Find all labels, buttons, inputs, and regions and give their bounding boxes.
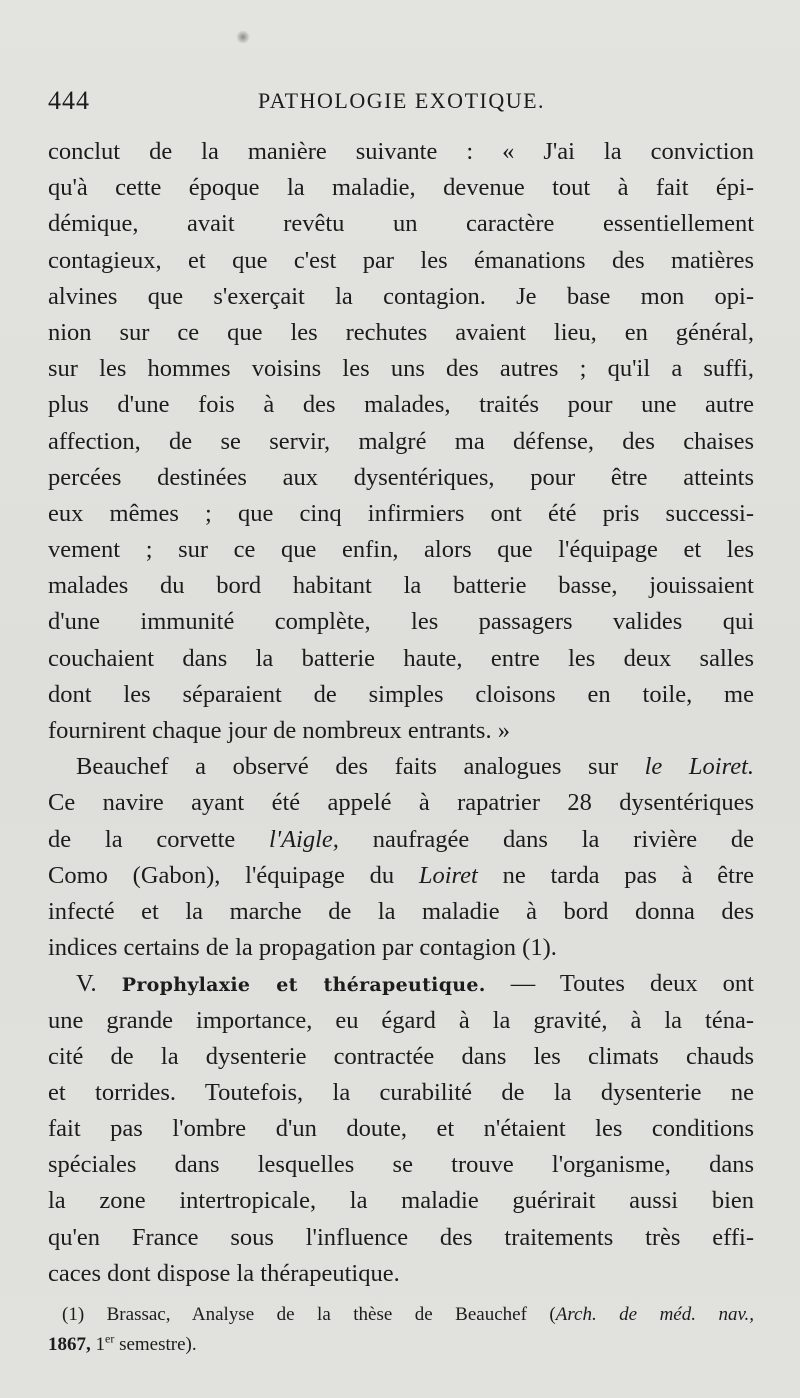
footnote-line bbox=[48, 1300, 754, 1330]
text-line: une grande importance, eu égard à la gravité, à la téna- bbox=[48, 1006, 754, 1034]
footnote-year: 1867, bbox=[48, 1334, 91, 1355]
text-line bbox=[48, 858, 754, 894]
text-line: qu'à cette époque la maladie, devenue tout à fait épi- bbox=[48, 174, 754, 202]
text-line: cité de la dysenterie contractée dans les climats chauds bbox=[48, 1042, 754, 1070]
text-fragment: Como (Gabon), l'équipage du bbox=[48, 861, 419, 889]
text-line: d'une immunité complète, les passagers valides qui bbox=[48, 608, 754, 636]
footnote-text: (1) Brassac, Analyse de la thèse de Beauchef ( bbox=[62, 1304, 556, 1325]
text-line: infecté et la marche de la maladie à bord donna des bbox=[48, 897, 754, 925]
footnotes bbox=[48, 1300, 754, 1360]
text-line bbox=[48, 822, 754, 858]
page-header bbox=[48, 86, 752, 120]
text-line: eux mêmes ; que cinq infirmiers ont été pris successi- bbox=[48, 499, 754, 527]
ship-name-italic: Loiret bbox=[418, 861, 478, 889]
text-line: démique, avait revêtu un caractère essentiellement bbox=[48, 210, 754, 238]
text-line: fait pas l'ombre d'un doute, et n'étaient les conditions bbox=[48, 1115, 754, 1143]
text-line: Ce navire ayant été appelé à rapatrier 28 dysentériques bbox=[48, 789, 754, 817]
ship-name-italic: le Loiret. bbox=[644, 753, 755, 781]
text-fragment: Beauchef a observé des faits analogues sur bbox=[76, 753, 645, 781]
text-line: fournirent chaque jour de nombreux entrants. » bbox=[48, 717, 510, 744]
text-line: percées destinées aux dysentériques, pour être atteints bbox=[48, 463, 754, 491]
text-line: et torrides. Toutefois, la curabilité de la dysenterie ne bbox=[48, 1078, 754, 1106]
text-line: affection, de se servir, malgré ma défense, des chaises bbox=[48, 427, 754, 455]
footnote-text: semestre). bbox=[114, 1334, 197, 1355]
text-line: conclut de la manière suivante : « J'ai la conviction bbox=[48, 138, 754, 165]
footnote-line bbox=[48, 1330, 754, 1360]
footnote-journal-italic: Arch. de méd. nav., bbox=[555, 1304, 754, 1325]
page-number: 444 bbox=[48, 86, 90, 115]
section-number: V. bbox=[76, 970, 122, 998]
running-title: PATHOLOGIE EXOTIQUE. bbox=[258, 88, 546, 113]
footnote-ordinal: 1 bbox=[95, 1334, 105, 1355]
text-line: nion sur ce que les rechutes avaient lieu, en général, bbox=[48, 318, 754, 346]
text-line: spéciales dans lesquelles se trouve l'organisme, dans bbox=[48, 1151, 754, 1179]
text-line: la zone intertropicale, la maladie guérirait aussi bien bbox=[48, 1187, 754, 1215]
text-line: couchaient dans la batterie haute, entre les deux salles bbox=[48, 644, 754, 672]
section-heading: Prophylaxie et thérapeutique. bbox=[121, 974, 486, 997]
text-line: caces dont dispose la thérapeutique. bbox=[48, 1259, 400, 1287]
footnote-ordinal-suffix: er bbox=[105, 1331, 115, 1346]
text-line bbox=[48, 749, 754, 785]
text-line: vement ; sur ce que enfin, alors que l'équipage et les bbox=[48, 536, 754, 564]
ink-speck bbox=[236, 30, 250, 44]
text-line: qu'en France sous l'influence des traitements très effi- bbox=[48, 1223, 754, 1251]
text-line: malades du bord habitant la batterie basse, jouissaient bbox=[48, 572, 754, 600]
text-line: alvines que s'exerçait la contagion. Je base mon opi- bbox=[48, 282, 754, 310]
text-fragment: de la corvette bbox=[48, 825, 270, 853]
text-line: contagieux, et que c'est par les émanations des matières bbox=[48, 246, 754, 274]
text-fragment: naufragée dans la rivière de bbox=[338, 825, 754, 853]
body-text bbox=[48, 134, 754, 1292]
text-line: plus d'une fois à des malades, traités pour une autre bbox=[48, 391, 754, 419]
text-line: sur les hommes voisins les uns des autres ; qu'il a suffi, bbox=[48, 355, 754, 383]
ship-name-italic: l'Aigle, bbox=[269, 825, 339, 853]
text-line: indices certains de la propagation par contagion (1). bbox=[48, 934, 557, 962]
text-fragment: — Toutes deux ont bbox=[485, 970, 754, 998]
text-fragment: ne tarda pas à être bbox=[477, 861, 754, 889]
text-line: dont les séparaient de simples cloisons en toile, me bbox=[48, 680, 754, 708]
section-heading-line bbox=[48, 966, 754, 1002]
